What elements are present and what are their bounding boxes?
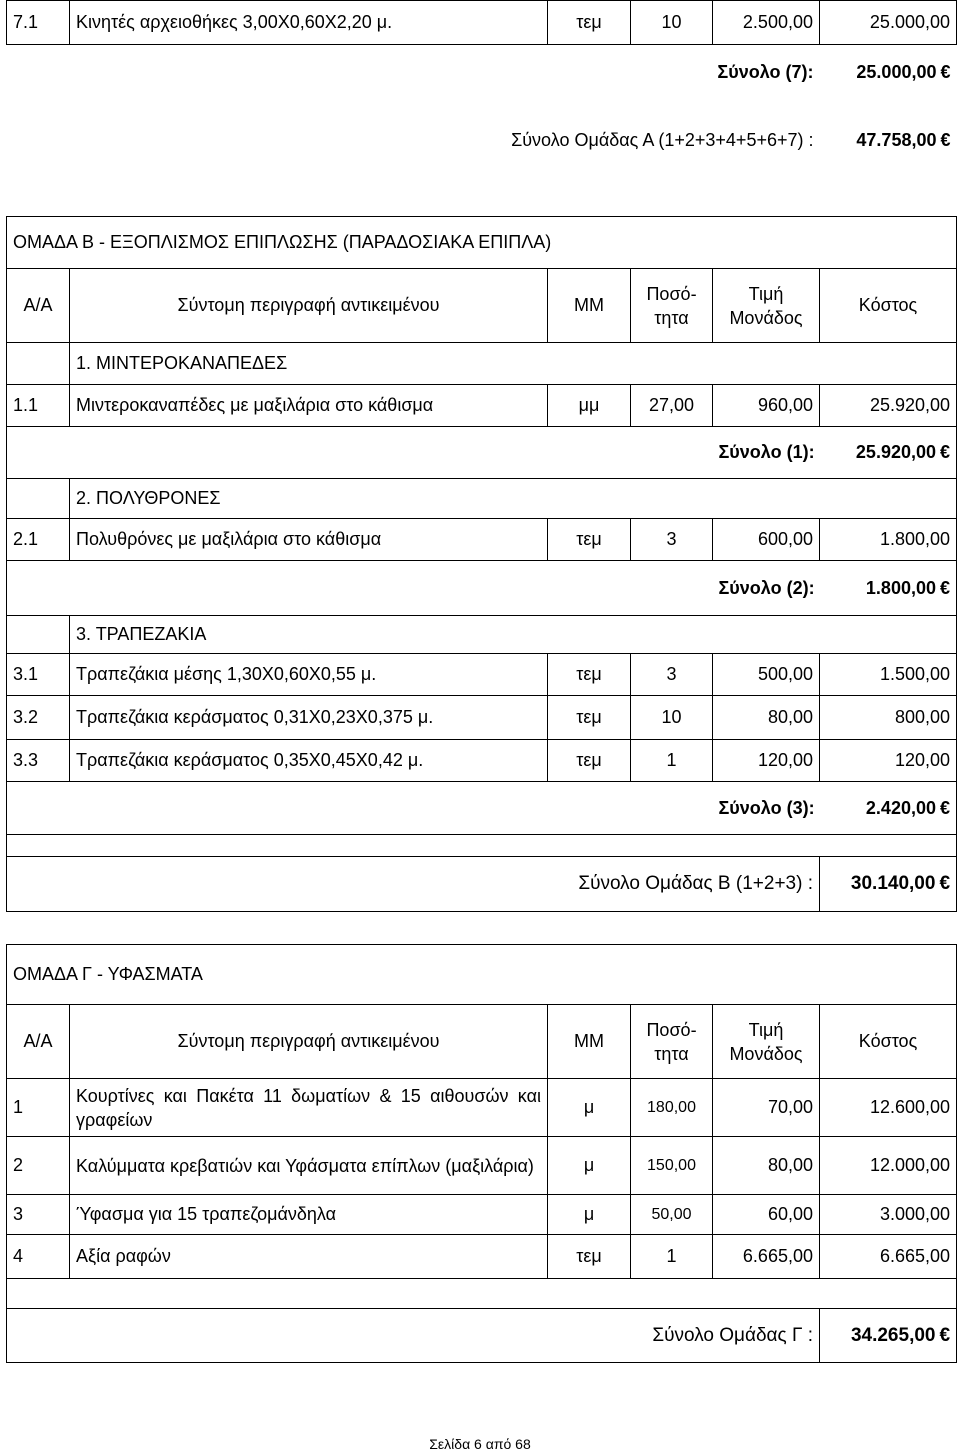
table-row (7, 1, 957, 45)
group-total-label: Σύνολο Ομάδας Γ : (7, 1309, 820, 1363)
group-title-row (7, 945, 957, 1005)
row-aa: 7.1 (7, 1, 70, 45)
row-aa: 2.1 (7, 519, 70, 561)
row-unit: μ (548, 1079, 631, 1137)
row-cost: 1.800,00 (820, 519, 957, 561)
group-total-value: 30.140,00 € (820, 857, 957, 912)
row-qty: 3 (631, 519, 713, 561)
row-qty: 50,00 (631, 1195, 713, 1235)
subtotal-row (7, 782, 957, 835)
row-desc: Τραπεζάκια κεράσματος 0,31Χ0,23Χ0,375 μ. (70, 696, 548, 740)
row-unit: τεμ (548, 740, 631, 782)
group-total-value: 34.265,00 € (820, 1309, 957, 1363)
table-row (7, 1079, 957, 1137)
group-title-row (7, 217, 957, 269)
row-price: 6.665,00 (713, 1235, 820, 1279)
table-row (7, 1235, 957, 1279)
row-cost: 800,00 (820, 696, 957, 740)
euro-icon: € (940, 577, 951, 598)
header-qty: Ποσό- τητα (631, 269, 713, 343)
row-qty: 10 (631, 1, 713, 45)
row-qty: 150,00 (631, 1137, 713, 1195)
table-row (7, 519, 957, 561)
row-price: 80,00 (713, 1137, 820, 1195)
table-header (7, 1005, 957, 1079)
header-qty: Ποσό- τητα (631, 1005, 713, 1079)
row-desc: Πολυθρόνες με μαξιλάρια στο κάθισμα (70, 519, 548, 561)
row-desc: Τραπεζάκια κεράσματος 0,35Χ0,45Χ0,42 μ. (70, 740, 548, 782)
row-desc: Καλύμματα κρεβατιών και Υφάσματα επίπλων (μαξιλάρια) (70, 1137, 548, 1195)
section-title-row (7, 616, 957, 654)
row-price: 120,00 (713, 740, 820, 782)
group-total-row (7, 857, 957, 912)
subtotal-row (7, 45, 957, 100)
row-price: 500,00 (713, 654, 820, 696)
row-aa: 1.1 (7, 385, 70, 427)
group-total-value: 47.758,00 € (856, 130, 951, 150)
header-cost: Κόστος (820, 1005, 957, 1079)
row-price: 600,00 (713, 519, 820, 561)
table-row (7, 654, 957, 696)
row-qty: 180,00 (631, 1079, 713, 1137)
row-unit: μ (548, 1137, 631, 1195)
row-aa: 3.1 (7, 654, 70, 696)
subtotal-label: Σύνολο (2): (713, 561, 820, 616)
row-desc: Κουρτίνες και Πακέτα 11 δωματίων & 15 αιθουσών και γραφείων (70, 1079, 548, 1137)
row-cost: 6.665,00 (820, 1235, 957, 1279)
row-unit: μ (548, 1195, 631, 1235)
header-aa: Α/Α (7, 1005, 70, 1079)
row-aa: 3.3 (7, 740, 70, 782)
subtotal-value: 2.420,00 € (820, 782, 957, 835)
row-unit: τεμ (548, 696, 631, 740)
header-price: Τιμή Μονάδος (713, 1005, 820, 1079)
row-desc: Μιντεροκαναπέδες με μαξιλάρια στο κάθισμα (70, 385, 548, 427)
table-row (7, 1195, 957, 1235)
row-cost: 12.600,00 (820, 1079, 957, 1137)
euro-icon: € (940, 130, 951, 150)
row-qty: 27,00 (631, 385, 713, 427)
header-desc: Σύντομη περιγραφή αντικειμένου (70, 269, 548, 343)
header-desc: Σύντομη περιγραφή αντικειμένου (70, 1005, 548, 1079)
row-aa: 3.2 (7, 696, 70, 740)
row-price: 960,00 (713, 385, 820, 427)
subtotal-row (7, 427, 957, 479)
row-unit: τεμ (548, 1, 631, 45)
table-row (7, 1137, 957, 1195)
euro-icon: € (940, 61, 951, 82)
row-cost: 25.920,00 (820, 385, 957, 427)
euro-icon: € (939, 1324, 951, 1346)
euro-icon: € (940, 442, 951, 462)
row-cost: 120,00 (820, 740, 957, 782)
row-cost: 12.000,00 (820, 1137, 957, 1195)
row-desc: Αξία ραφών (70, 1235, 548, 1279)
group-a-tail (6, 0, 956, 182)
header-unit: ΜΜ (548, 1005, 631, 1079)
row-price: 60,00 (713, 1195, 820, 1235)
section-title: 3. ΤΡΑΠΕΖΑΚΙΑ (70, 616, 957, 654)
group-title: ΟΜΑΔΑ Γ - ΥΦΑΣΜΑΤΑ (7, 945, 957, 1005)
subtotal-label: Σύνολο (3): (713, 782, 820, 835)
subtotal-value: 25.920,00 € (820, 427, 957, 479)
section-title-row (7, 343, 957, 385)
header-aa: Α/Α (7, 269, 70, 343)
group-total-row (7, 100, 957, 182)
row-unit: τεμ (548, 654, 631, 696)
row-qty: 1 (631, 740, 713, 782)
page-footer: Σελίδα 6 από 68 (429, 1436, 531, 1452)
row-qty: 1 (631, 1235, 713, 1279)
table-row (7, 385, 957, 427)
section-title-row (7, 479, 957, 519)
row-price: 70,00 (713, 1079, 820, 1137)
row-qty: 3 (631, 654, 713, 696)
row-price: 80,00 (713, 696, 820, 740)
row-aa: 3 (7, 1195, 70, 1235)
spacer-row (7, 835, 957, 857)
table-header (7, 269, 957, 343)
header-unit: ΜΜ (548, 269, 631, 343)
subtotal-value: 1.800,00 € (820, 561, 957, 616)
subtotal-label: Σύνολο (1): (713, 427, 820, 479)
spacer-row (7, 1279, 957, 1309)
row-unit: μμ (548, 385, 631, 427)
row-aa: 2 (7, 1137, 70, 1195)
subtotal-label: Σύνολο (7): (717, 61, 814, 82)
section-title: 1. ΜΙΝΤΕΡΟΚΑΝΑΠΕΔΕΣ (70, 343, 957, 385)
row-unit: τεμ (548, 519, 631, 561)
row-unit: τεμ (548, 1235, 631, 1279)
table-row (7, 696, 957, 740)
euro-icon: € (939, 873, 951, 894)
group-total-row (7, 1309, 957, 1363)
row-aa: 1 (7, 1079, 70, 1137)
group-b (6, 216, 956, 912)
subtotal-value: 25.000,00 € (856, 61, 951, 82)
row-aa: 4 (7, 1235, 70, 1279)
euro-icon: € (940, 797, 951, 818)
row-cost: 3.000,00 (820, 1195, 957, 1235)
subtotal-row (7, 561, 957, 616)
row-qty: 10 (631, 696, 713, 740)
group-total-label: Σύνολο Ομάδας Β (1+2+3) : (7, 857, 820, 912)
header-price: Τιμή Μονάδος (713, 269, 820, 343)
group-title: ΟΜΑΔΑ Β - ΕΞΟΠΛΙΣΜΟΣ ΕΠΙΠΛΩΣΗΣ (ΠΑΡΑΔΟΣΙΑΚΑ ΕΠΙΠΛΑ) (7, 217, 957, 269)
section-title: 2. ΠΟΛΥΘΡΟΝΕΣ (70, 479, 957, 519)
row-desc: Ύφασμα για 15 τραπεζομάνδηλα (70, 1195, 548, 1235)
row-price: 2.500,00 (713, 1, 820, 45)
row-cost: 1.500,00 (820, 654, 957, 696)
table-row (7, 740, 957, 782)
group-c (6, 944, 956, 1363)
group-total-label: Σύνολο Ομάδας Α (1+2+3+4+5+6+7) : (511, 130, 814, 150)
row-cost: 25.000,00 (820, 1, 957, 45)
row-desc: Τραπεζάκια μέσης 1,30Χ0,60Χ0,55 μ. (70, 654, 548, 696)
header-cost: Κόστος (820, 269, 957, 343)
row-desc: Κινητές αρχειοθήκες 3,00Χ0,60Χ2,20 μ. (70, 1, 548, 45)
